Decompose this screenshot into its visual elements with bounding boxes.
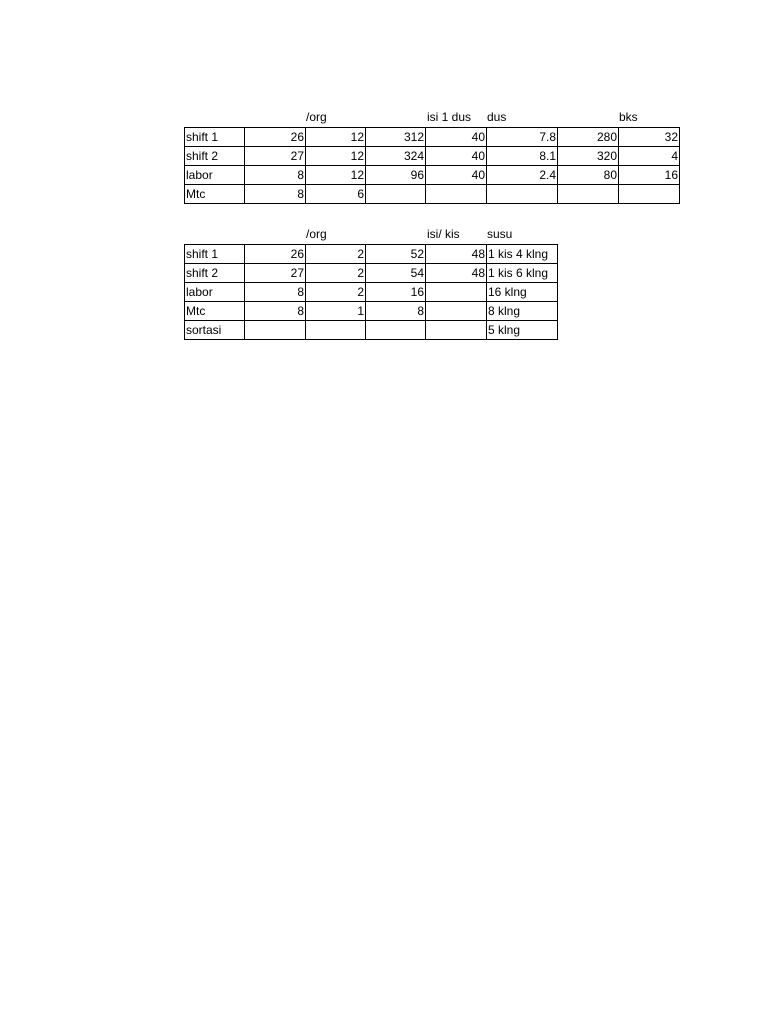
table-cell[interactable]: 8 xyxy=(245,166,306,185)
table-cell[interactable] xyxy=(426,283,487,302)
table-cell[interactable]: 324 xyxy=(366,147,426,166)
table-cell[interactable]: 48 xyxy=(426,245,487,264)
table-cell[interactable]: 40 xyxy=(426,128,487,147)
table-cell[interactable]: 48 xyxy=(426,264,487,283)
table-cell[interactable]: 96 xyxy=(366,166,426,185)
table-cell[interactable]: 2 xyxy=(306,283,366,302)
table-cell[interactable]: 12 xyxy=(306,166,366,185)
table-cell[interactable]: 26 xyxy=(245,128,306,147)
table-row xyxy=(185,147,680,166)
table1-header-org: /org xyxy=(306,110,327,124)
table-cell[interactable]: 40 xyxy=(426,166,487,185)
table-cell[interactable]: 7.8 xyxy=(487,128,558,147)
table-cell[interactable]: 8 klng xyxy=(487,302,558,321)
row-label[interactable]: sortasi xyxy=(185,321,245,340)
table1-header-bks: bks xyxy=(619,110,638,124)
table-cell[interactable]: 2 xyxy=(306,264,366,283)
row-label[interactable]: shift 2 xyxy=(185,147,245,166)
table-cell[interactable]: 8 xyxy=(366,302,426,321)
table-cell[interactable]: 5 klng xyxy=(487,321,558,340)
table-cell[interactable]: 2.4 xyxy=(487,166,558,185)
table1-header-dus: dus xyxy=(487,110,507,124)
table-cell[interactable] xyxy=(426,321,487,340)
table-cell[interactable]: 1 kis 6 klng xyxy=(487,264,558,283)
table-cell[interactable]: 27 xyxy=(245,264,306,283)
table2-header-isi: isi/ kis xyxy=(427,227,460,241)
row-label[interactable]: shift 1 xyxy=(185,128,245,147)
table-cell[interactable]: 12 xyxy=(306,128,366,147)
table-cell[interactable]: 80 xyxy=(558,166,619,185)
table-cell[interactable]: 16 klng xyxy=(487,283,558,302)
table-cell[interactable]: 54 xyxy=(366,264,426,283)
table-cell[interactable]: 40 xyxy=(426,147,487,166)
table-cell[interactable]: 2 xyxy=(306,245,366,264)
row-label[interactable]: labor xyxy=(185,166,245,185)
table2-header-org: /org xyxy=(306,227,327,241)
table-cell[interactable] xyxy=(487,185,558,204)
table-cell[interactable]: 27 xyxy=(245,147,306,166)
table-cell[interactable]: 1 xyxy=(306,302,366,321)
table-row xyxy=(185,264,558,283)
table-cell[interactable]: 26 xyxy=(245,245,306,264)
table-cell[interactable] xyxy=(426,185,487,204)
table-cell[interactable]: 16 xyxy=(366,283,426,302)
table-cell[interactable] xyxy=(245,321,306,340)
table-cell[interactable]: 8 xyxy=(245,302,306,321)
table2 xyxy=(184,244,558,340)
table-cell[interactable]: 4 xyxy=(619,147,680,166)
table-cell[interactable] xyxy=(306,321,366,340)
table-row xyxy=(185,283,558,302)
table-row xyxy=(185,245,558,264)
table-row xyxy=(185,166,680,185)
row-label[interactable]: Mtc xyxy=(185,185,245,204)
table-row xyxy=(185,321,558,340)
row-label[interactable]: Mtc xyxy=(185,302,245,321)
table1 xyxy=(184,127,680,204)
table2-header-susu: susu xyxy=(487,227,513,241)
table-cell[interactable]: 1 kis 4 klng xyxy=(487,245,558,264)
table-cell[interactable]: 312 xyxy=(366,128,426,147)
table-cell[interactable]: 280 xyxy=(558,128,619,147)
table-cell[interactable] xyxy=(619,185,680,204)
table1-header-isi: isi 1 dus xyxy=(427,110,472,124)
table-cell[interactable]: 52 xyxy=(366,245,426,264)
table-cell[interactable]: 8 xyxy=(245,185,306,204)
table-cell[interactable]: 8.1 xyxy=(487,147,558,166)
table-row xyxy=(185,128,680,147)
table-cell[interactable] xyxy=(426,302,487,321)
table-cell[interactable] xyxy=(366,185,426,204)
table-cell[interactable]: 16 xyxy=(619,166,680,185)
table-cell[interactable] xyxy=(558,185,619,204)
row-label[interactable]: shift 2 xyxy=(185,264,245,283)
table-cell[interactable]: 320 xyxy=(558,147,619,166)
row-label[interactable]: labor xyxy=(185,283,245,302)
table-cell[interactable]: 12 xyxy=(306,147,366,166)
table-cell[interactable]: 32 xyxy=(619,128,680,147)
table-row xyxy=(185,302,558,321)
table-cell[interactable] xyxy=(366,321,426,340)
table-cell[interactable]: 6 xyxy=(306,185,366,204)
row-label[interactable]: shift 1 xyxy=(185,245,245,264)
table-cell[interactable]: 8 xyxy=(245,283,306,302)
table-row xyxy=(185,185,680,204)
